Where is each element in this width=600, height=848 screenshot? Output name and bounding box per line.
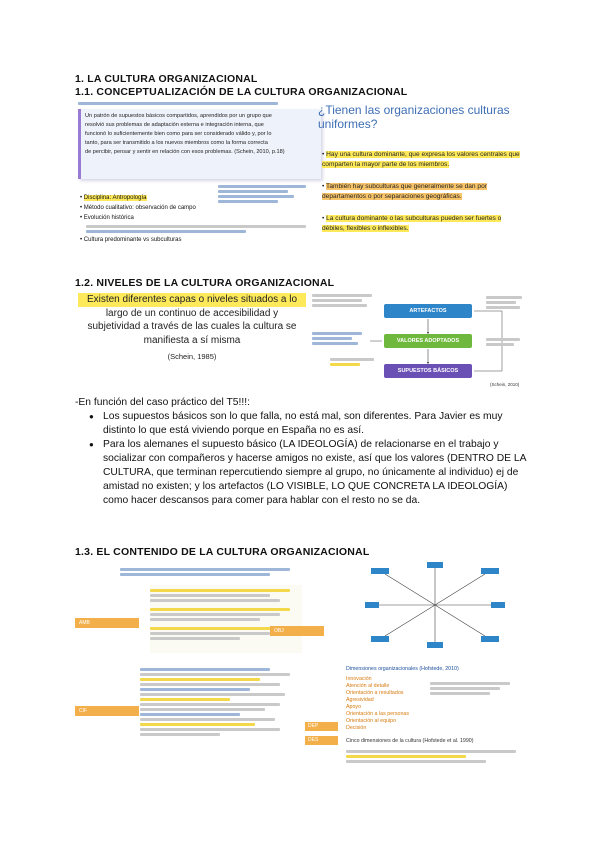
tag-amb: AMB — [75, 618, 139, 628]
bullet-subcultures: • Cultura predominante vs subculturas — [80, 237, 182, 243]
levels-quote-line-1: Existen diferentes capas o niveles situados a lo — [78, 293, 306, 307]
quote-line-4: tanto, para ser transmitido a los nuevos miembros como la forma correcta — [85, 140, 268, 146]
content-header-notes — [120, 566, 300, 578]
section-1-1-title: 1.1. CONCEPTUALIZACIÓN DE LA CULTURA ORGANIZACIONAL — [75, 86, 408, 98]
definition-quote-box — [78, 109, 321, 179]
case-bullet-2: ● Para los alemanes el supuesto básico (LA IDEOLOGÍA) de relacionarse en el trabajo y socializar con compañeros y hacerse amigos no existe, así que los valores (DENTRO DE LA CULTURA, que terminan repercutiendo siempre al grupo, no únicamente al individuo) ej de amistad no existen; y los artefactos (LO VISIBLE, LO QUE CONCRETA LA IDEOLOGÍA) como hacer descansos para comer para hablar con el resto no se da. — [87, 438, 535, 508]
quadrant-box-6 — [491, 602, 505, 608]
bullet-discipline: • Disciplina: Antropología — [80, 195, 147, 201]
diagram-note-right — [486, 294, 526, 311]
content-list-block — [140, 666, 290, 738]
quadrant-box-7 — [427, 562, 443, 568]
quadrant-box-5 — [365, 602, 379, 608]
quadrant-box-1 — [371, 568, 389, 574]
levels-quote-line-4: manifiesta a sí misma — [143, 334, 241, 346]
diagram-caption: (Schein, 2010) — [490, 382, 520, 387]
dimension-5: Apoyo — [346, 704, 362, 710]
tag-cif: CIF — [75, 706, 139, 716]
levels-quote — [78, 293, 306, 389]
content-definitions-block — [150, 585, 302, 653]
dimension-2: Atención al detalle — [346, 683, 390, 689]
dimensions-footer-notes — [346, 748, 526, 765]
subcultures-bullet: • También hay subculturas que generalmente se dan por departamentos o por separaciones geográficas. — [322, 183, 487, 200]
section-1-title: 1. LA CULTURA ORGANIZACIONAL — [75, 73, 258, 85]
tag-dep: DEP — [305, 722, 338, 731]
quadrant-box-8 — [427, 642, 443, 648]
side-note — [218, 183, 308, 205]
artefactos-box: ARTEFACTOS — [384, 304, 472, 318]
quadrant-box-3 — [371, 636, 389, 642]
levels-diagram — [312, 292, 527, 394]
section-1-3-title: 1.3. EL CONTENIDO DE LA CULTURA ORGANIZACIONAL — [75, 546, 370, 558]
case-intro: -En función del caso práctico del T5!!!: — [75, 397, 250, 408]
quote-line-5: de percibir, pensar y sentir en relación con esos problemas. (Schein, 2010, p.18) — [85, 149, 285, 155]
case-bullets — [87, 410, 535, 508]
dimension-7: Orientación al equipo — [346, 718, 397, 724]
diagram-note-right-2 — [486, 336, 526, 348]
dimension-4: Agresividad — [346, 697, 374, 703]
diagram-note-left — [312, 330, 368, 347]
bullet-method: • Método cualitativo: observación de campo — [80, 205, 196, 211]
levels-quote-line-2: largo de un continuo de accesibilidad y — [105, 307, 279, 319]
dominant-culture-bullet: • Hay una cultura dominante, que expresa los valores centrales que comparten la mayor parte de los miembros. — [322, 151, 520, 168]
dimensions-block — [346, 666, 526, 732]
section-1-2-title: 1.2. NIVELES DE LA CULTURA ORGANIZACIONAL — [75, 277, 335, 289]
strength-bullet: • La cultura dominante o las subculturas pueden ser fuertes o débiles, flexibles o inflexibles. — [322, 215, 502, 232]
levels-quote-line-3: subjetividad a través de las cuales la cultura se — [87, 321, 297, 332]
quadrant-box-4 — [481, 636, 499, 642]
supuestos-box: SUPUESTOS BÁSICOS — [384, 364, 472, 378]
case-study-notes — [75, 396, 535, 508]
valores-box: VALORES ADOPTADOS — [384, 334, 472, 348]
competing-values-diagram — [345, 560, 525, 650]
dimensions-note — [430, 680, 520, 697]
card-header-line — [78, 100, 314, 106]
quote-line-2: resolvió sus problemas de adaptación externa e integración interna, que — [85, 122, 264, 128]
uniform-cultures-bullets — [322, 150, 522, 233]
dimensions-heading: Dimensiones organizacionales (Hofstede, 2010) — [346, 666, 459, 672]
dimension-3: Orientación a resultados — [346, 690, 404, 696]
dimension-1: Innovación — [346, 676, 372, 682]
bullet-evolution: • Evolución histórica — [80, 215, 134, 221]
case-bullet-1: ● Los supuestos básicos son lo que falla, no está mal, son diferentes. Para Javier es muy distinto lo que está viviendo porque en España no es así. — [87, 410, 535, 438]
quote-line-3: funcionó lo suficientemente bien como para ser considerado válido y, por lo — [85, 131, 272, 137]
dimension-6: Orientación a las personas — [346, 711, 410, 717]
definition-card — [78, 100, 314, 190]
levels-quote-source: (Schein, 1985) — [167, 352, 217, 361]
dimension-8: Decisión — [346, 725, 367, 731]
diagram-note-bottomleft — [330, 356, 380, 368]
uniform-cultures-question: ¿Tienen las organizaciones culturas uniformes? — [318, 103, 510, 131]
quadrant-box-2 — [481, 568, 499, 574]
dimensions-footer: Cinco dimensiones de la cultura (Hofstede et al. 1990) — [346, 738, 474, 744]
tag-des: DES — [305, 736, 338, 745]
tag-obj: OBJ — [270, 626, 324, 636]
quote-line-1: Un patrón de supuestos básicos compartidos, aprendidos por un grupo que — [85, 113, 272, 119]
